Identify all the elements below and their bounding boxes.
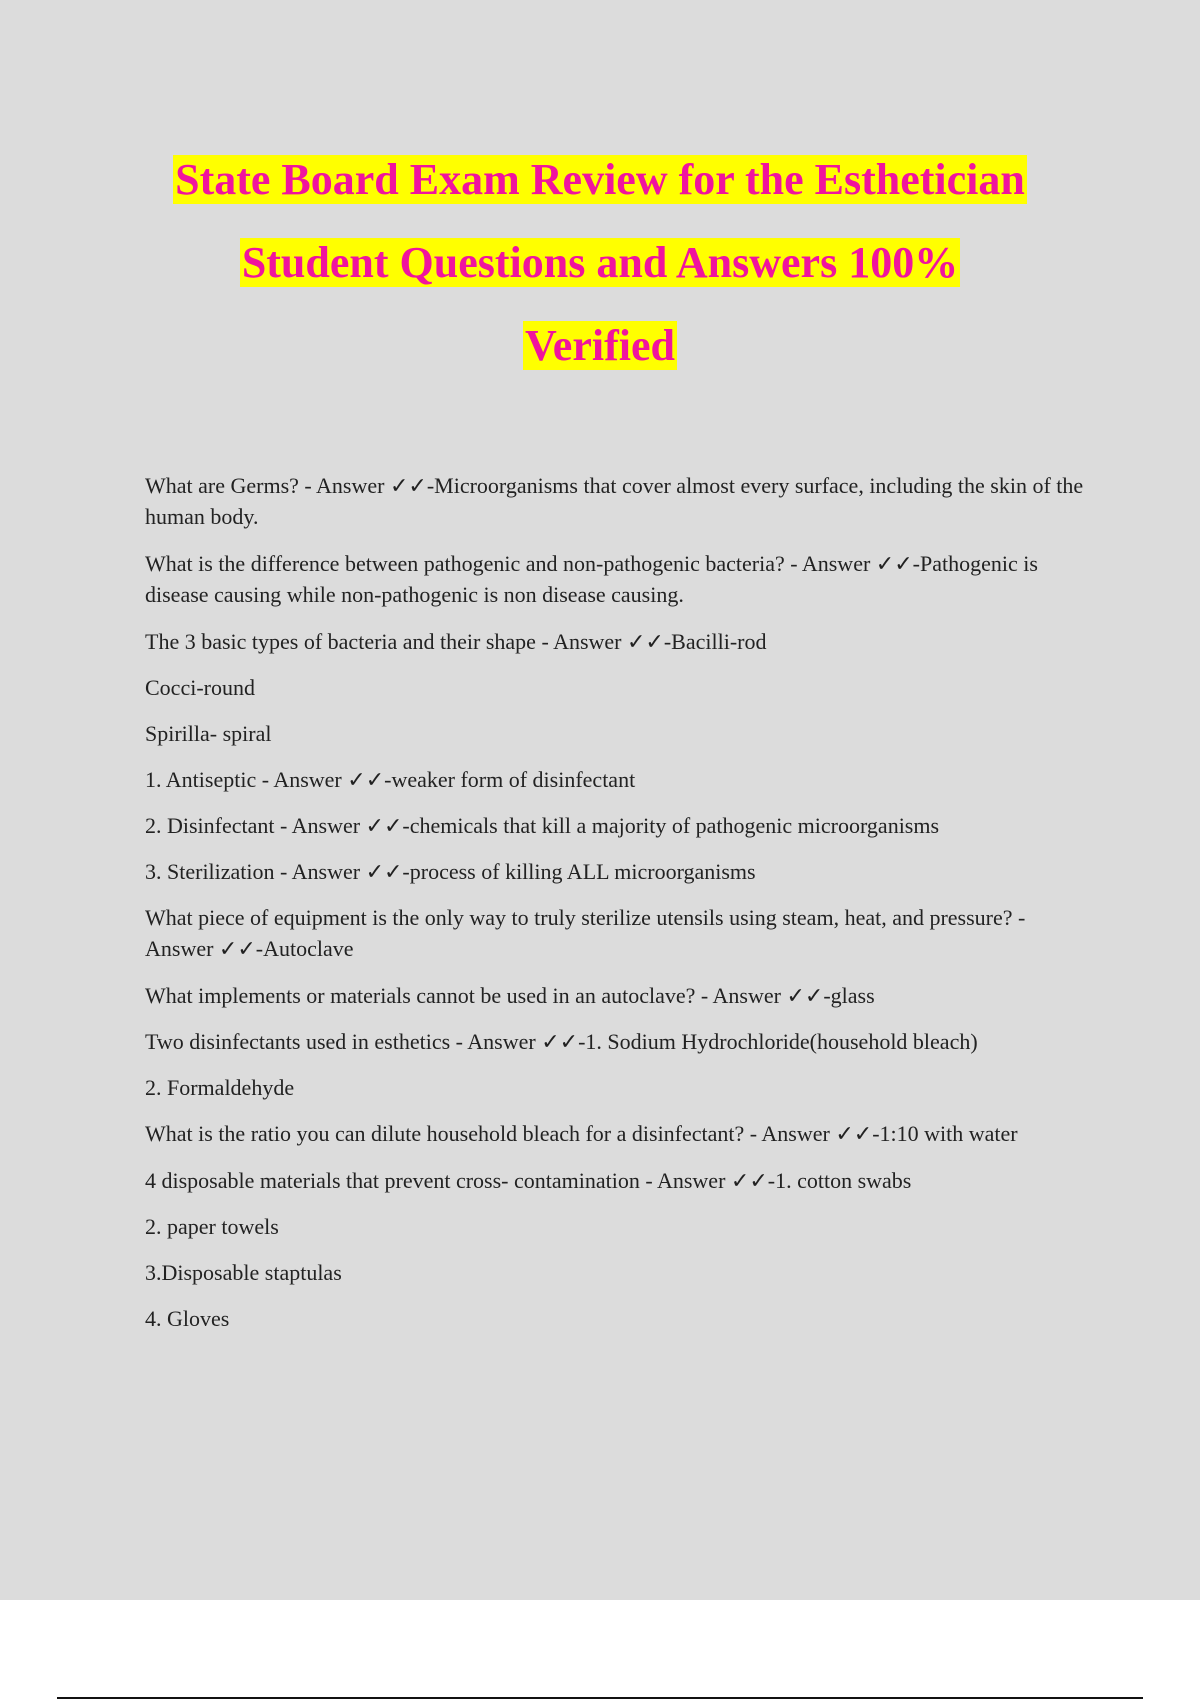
title-line-3: Verified (525, 321, 675, 370)
qa-paragraph: What is the difference between pathogenic and non-pathogenic bacteria? - Answer ✓✓-Pathogenic is disease causing while non-pathogenic is non disease causing. (145, 551, 1038, 607)
title-line-2: Student Questions and Answers 100% (241, 238, 959, 287)
qa-paragraph: 2. Formaldehyde (145, 1075, 295, 1100)
qa-paragraph: 3. Sterilization - Answer ✓✓-process of killing ALL microorganisms (145, 859, 756, 884)
qa-paragraph: 2. paper towels (145, 1214, 279, 1239)
title-line-1: State Board Exam Review for the Esthetician (175, 155, 1025, 204)
qa-paragraph: 2. Disinfectant - Answer ✓✓-chemicals that kill a majority of pathogenic microorganisms (145, 813, 940, 838)
qa-paragraph: 1. Antiseptic - Answer ✓✓-weaker form of disinfectant (145, 767, 636, 792)
qa-paragraph: Spirilla- spiral (145, 721, 272, 746)
qa-paragraph: What are Germs? - Answer ✓✓-Microorganisms that cover almost every surface, including the skin of the human body. (145, 473, 1084, 529)
qa-paragraph: What is the ratio you can dilute household bleach for a disinfectant? - Answer ✓✓-1:10 with water (145, 1121, 1018, 1146)
qa-paragraph: Two disinfectants used in esthetics - Answer ✓✓-1. Sodium Hydrochloride(household bleach) (145, 1029, 978, 1054)
qa-content (145, 470, 1085, 1349)
qa-paragraph: The 3 basic types of bacteria and their shape - Answer ✓✓-Bacilli-rod (145, 629, 767, 654)
qa-paragraph: 4 disposable materials that prevent cross- contamination - Answer ✓✓-1. cotton swabs (145, 1168, 912, 1193)
qa-paragraph: Cocci-round (145, 675, 255, 700)
qa-paragraph: What implements or materials cannot be used in an autoclave? - Answer ✓✓-glass (145, 983, 875, 1008)
qa-paragraph: 3.Disposable staptulas (145, 1260, 342, 1285)
document-title (0, 138, 1200, 387)
qa-paragraph: What piece of equipment is the only way to truly sterilize utensils using steam, heat, and pressure? - Answer ✓✓-Autoclave (145, 905, 1026, 961)
qa-paragraph: 4. Gloves (145, 1306, 230, 1331)
footer-divider (57, 1697, 1143, 1699)
